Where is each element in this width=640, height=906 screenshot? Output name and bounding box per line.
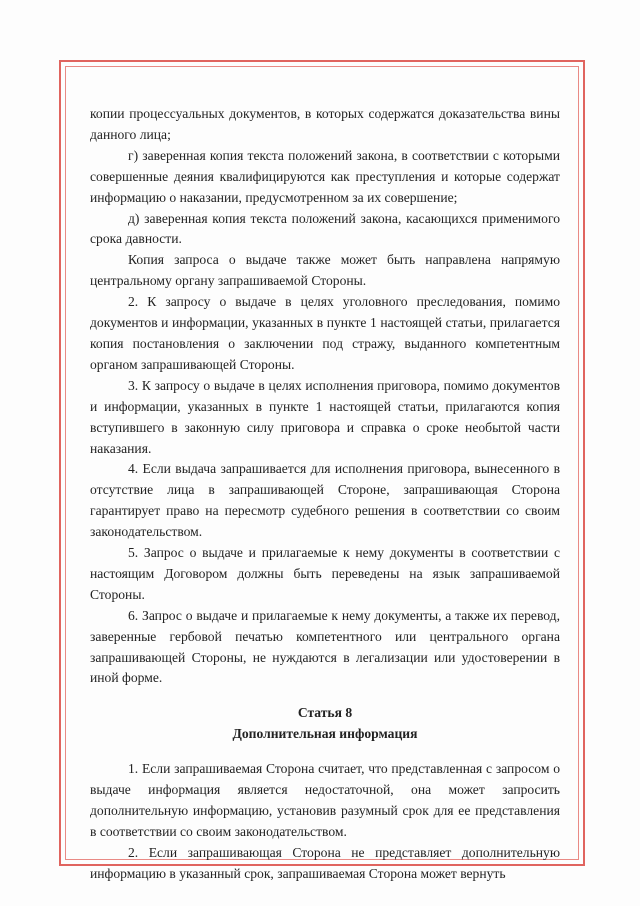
paragraph: 6. Запрос о выдаче и прилагаемые к нему документы, а также их перевод, заверенные гербовой печатью компетентного или центрального органа запрашивающей Стороны, не нуждаются в легализации или удостоверении в иной форме. <box>90 607 560 686</box>
paragraph: 4. Если выдача запрашивается для исполнения приговора, вынесенного в отсутствие лица в запрашивающей Стороне, запрашивающая Сторона гарантирует право на пересмотр судебного решения в соответствии со своим законодательством. <box>90 461 560 540</box>
paragraph: 3. К запросу о выдаче в целях исполнения приговора, помимо документов и информации, указанных в пункте 1 настоящей статьи, прилагаются копия вступившего в законную силу приговора и справка о сроке необытой части наказания. <box>90 377 560 456</box>
paragraph: Копия запроса о выдаче также может быть направлена напрямую центральному органу запрашиваемой Стороны. <box>90 252 560 289</box>
paragraph: 1. Если запрашиваемая Сторона считает, что представленная с запросом о выдаче информация является недостаточной, она может запросить дополнительную информацию, установив разумный срок для ее представления в соответствии со своим законодательством. <box>90 761 560 839</box>
paragraph: 5. Запрос о выдаче и прилагаемые к нему документы в соответствии с настоящим Договором должны быть переведены на язык запрашиваемой Стороны. <box>90 545 560 602</box>
article-number: Статья 8 <box>297 705 353 721</box>
article-title: Дополнительная информация <box>232 726 418 742</box>
paragraph: 2. Если запрашивающая Сторона не представляет дополнительную информацию в указанный срок, запрашиваемая Сторона может вернуть <box>90 844 560 881</box>
paragraph: д) заверенная копия текста положений закона, касающихся применимого срока давности. <box>90 210 560 247</box>
article-heading <box>90 703 560 745</box>
paragraph: копии процессуальных документов, в которых содержатся доказательства вины данного лица; <box>90 106 560 142</box>
paragraph: г) заверенная копия текста положений закона, в соответствии с которыми совершенные деяния квалифицируются как преступления и которые содержат информацию о наказании, предусмотренном за их совершение; <box>90 147 560 205</box>
document-body <box>90 104 560 885</box>
paragraph: 2. К запросу о выдаче в целях уголовного преследования, помимо документов и информации, указанных в пункте 1 настоящей статьи, прилагается копия постановления о заключении под стражу, выданного компетентным органом запрашивающей Стороны. <box>90 294 560 372</box>
